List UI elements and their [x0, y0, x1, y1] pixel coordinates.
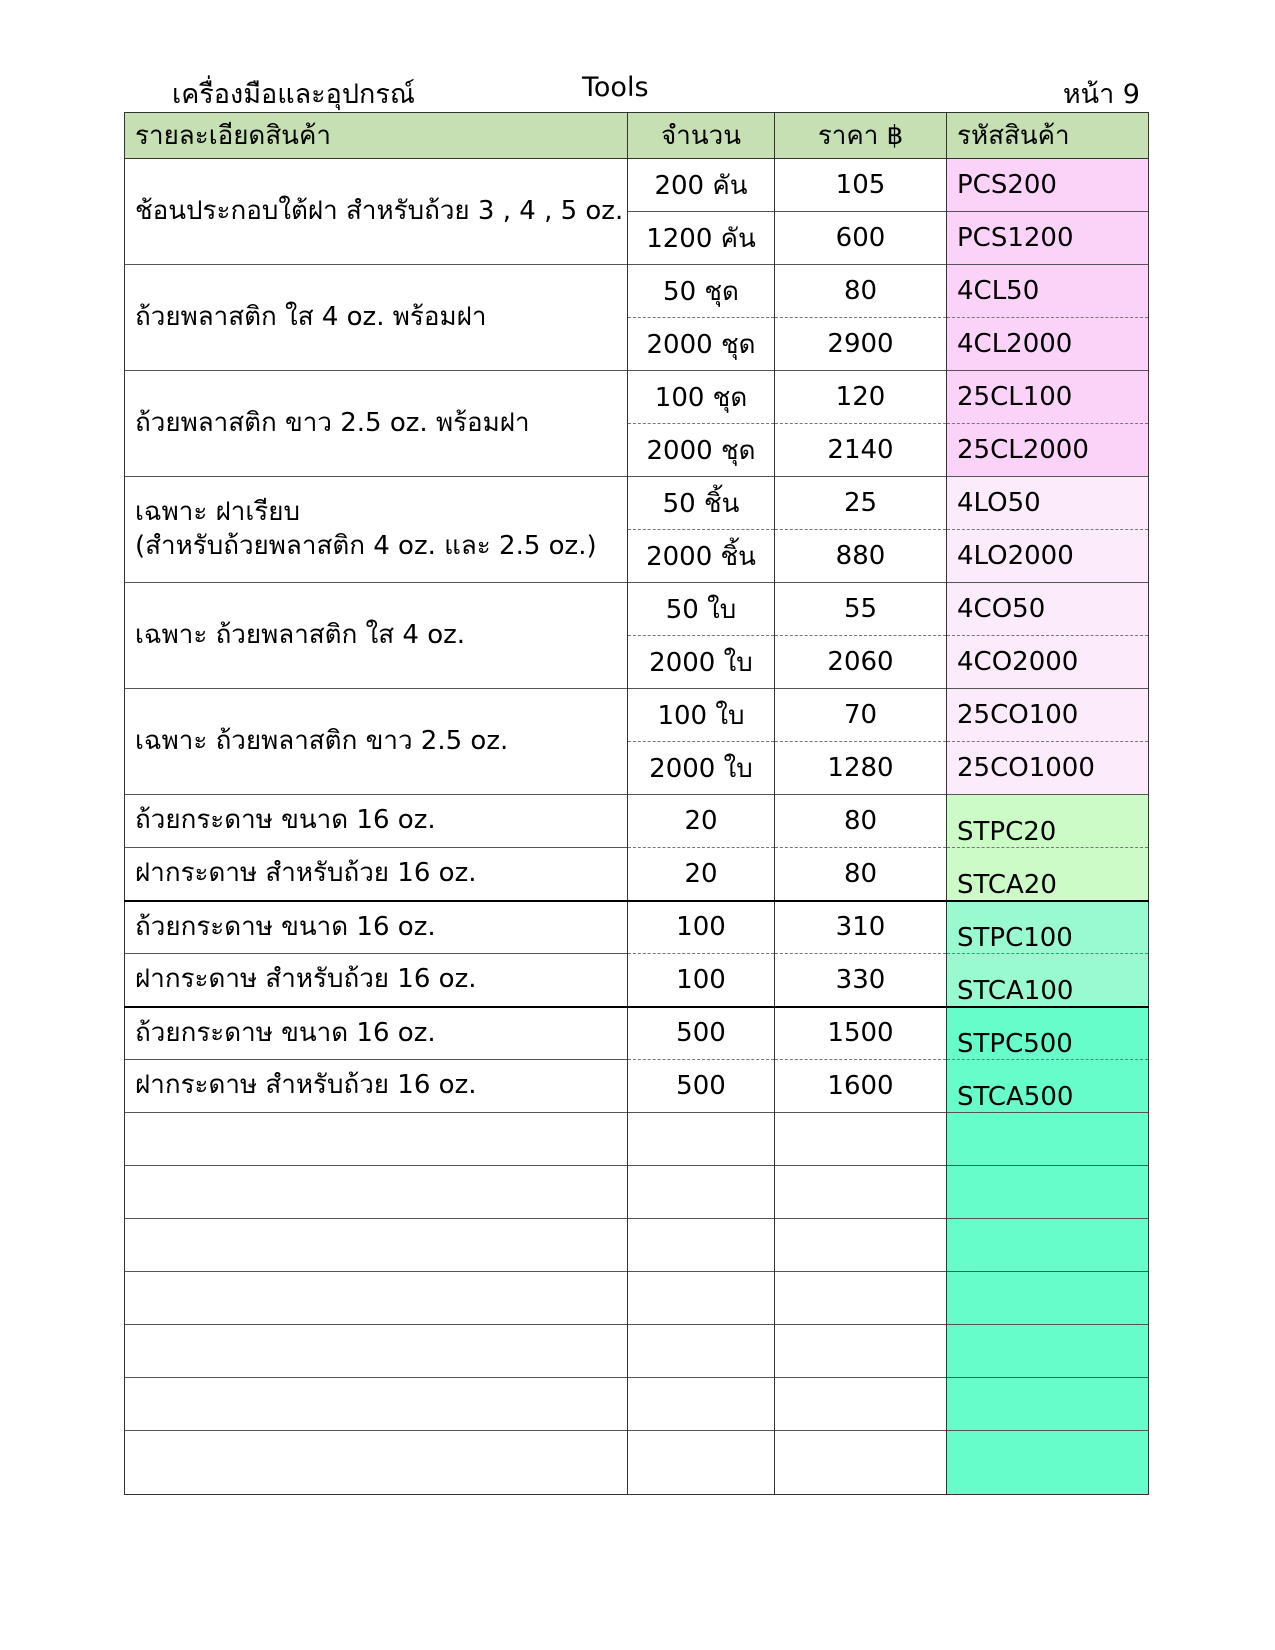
column-header-code: รหัสสินค้า	[947, 113, 1149, 159]
product-description: ถ้วยกระดาษ ขนาด 16 oz.	[125, 795, 628, 848]
section-title: Tools	[582, 72, 649, 103]
empty-cell	[125, 1378, 628, 1431]
product-description: ฝากระดาษ สำหรับถ้วย 16 oz.	[125, 1060, 628, 1113]
empty-cell	[775, 1219, 947, 1272]
empty-row	[125, 1113, 1149, 1166]
product-code-cell: 4CL50	[947, 265, 1149, 318]
quantity-cell: 2000 ชิ้น	[628, 530, 775, 583]
table-row	[125, 371, 1149, 424]
table-row	[125, 159, 1149, 212]
quantity-cell: 2000 ใบ	[628, 636, 775, 689]
product-code-cell: STPC20	[947, 795, 1149, 848]
quantity-cell: 500	[628, 1060, 775, 1113]
product-code-cell: 4CO50	[947, 583, 1149, 636]
empty-cell	[947, 1272, 1149, 1325]
quantity-cell: 100	[628, 954, 775, 1007]
product-code-cell: STPC500	[947, 1007, 1149, 1060]
table-row	[125, 265, 1149, 318]
quantity-cell: 2000 ชุด	[628, 318, 775, 371]
product-code-cell: STCA20	[947, 848, 1149, 901]
table-header-row	[125, 113, 1149, 159]
empty-cell	[125, 1219, 628, 1272]
product-code-cell: 4LO50	[947, 477, 1149, 530]
product-description: เฉพาะ ฝาเรียบ (สำหรับถ้วยพลาสติก 4 oz. และ 2.5 oz.)	[125, 477, 628, 583]
empty-row	[125, 1219, 1149, 1272]
quantity-cell: 2000 ใบ	[628, 742, 775, 795]
quantity-cell: 100 ใบ	[628, 689, 775, 742]
price-cell: 55	[775, 583, 947, 636]
empty-cell	[628, 1166, 775, 1219]
empty-row	[125, 1325, 1149, 1378]
price-cell: 80	[775, 795, 947, 848]
empty-cell	[125, 1272, 628, 1325]
price-cell: 1600	[775, 1060, 947, 1113]
empty-cell	[125, 1325, 628, 1378]
product-description: ช้อนประกอบใต้ฝา สำหรับถ้วย 3 , 4 , 5 oz.	[125, 159, 628, 265]
price-cell: 2900	[775, 318, 947, 371]
empty-cell	[775, 1113, 947, 1166]
quantity-cell: 100 ชุด	[628, 371, 775, 424]
empty-cell	[628, 1378, 775, 1431]
empty-row	[125, 1431, 1149, 1495]
product-description: ฝากระดาษ สำหรับถ้วย 16 oz.	[125, 848, 628, 901]
empty-cell	[775, 1431, 947, 1495]
quantity-cell: 50 ใบ	[628, 583, 775, 636]
product-description: เฉพาะ ถ้วยพลาสติก ขาว 2.5 oz.	[125, 689, 628, 795]
product-code-cell: 4LO2000	[947, 530, 1149, 583]
product-code-cell: 25CO1000	[947, 742, 1149, 795]
price-cell: 80	[775, 848, 947, 901]
product-code-cell: 4CL2000	[947, 318, 1149, 371]
product-description: ถ้วยกระดาษ ขนาด 16 oz.	[125, 901, 628, 954]
price-cell: 70	[775, 689, 947, 742]
empty-cell	[947, 1113, 1149, 1166]
empty-cell	[628, 1113, 775, 1166]
empty-cell	[775, 1378, 947, 1431]
price-table	[124, 112, 1149, 1495]
product-code-cell: 4CO2000	[947, 636, 1149, 689]
quantity-cell: 50 ชิ้น	[628, 477, 775, 530]
product-code-cell: 25CO100	[947, 689, 1149, 742]
price-cell: 80	[775, 265, 947, 318]
quantity-cell: 1200 คัน	[628, 212, 775, 265]
table-row	[125, 848, 1149, 901]
price-cell: 600	[775, 212, 947, 265]
price-cell: 25	[775, 477, 947, 530]
price-cell: 120	[775, 371, 947, 424]
product-description: ถ้วยพลาสติก ใส 4 oz. พร้อมฝา	[125, 265, 628, 371]
empty-cell	[775, 1272, 947, 1325]
price-cell: 330	[775, 954, 947, 1007]
empty-cell	[947, 1166, 1149, 1219]
empty-cell	[628, 1272, 775, 1325]
column-header-price: ราคา ฿	[775, 113, 947, 159]
empty-cell	[125, 1166, 628, 1219]
column-header-description: รายละเอียดสินค้า	[125, 113, 628, 159]
column-header-quantity: จำนวน	[628, 113, 775, 159]
table-row	[125, 795, 1149, 848]
product-code-cell: 25CL2000	[947, 424, 1149, 477]
quantity-cell: 50 ชุด	[628, 265, 775, 318]
price-cell: 105	[775, 159, 947, 212]
empty-cell	[125, 1431, 628, 1495]
empty-cell	[947, 1378, 1149, 1431]
empty-cell	[628, 1431, 775, 1495]
product-code-cell: STCA100	[947, 954, 1149, 1007]
table-row	[125, 477, 1149, 530]
empty-cell	[775, 1325, 947, 1378]
table-row	[125, 954, 1149, 1007]
category-title: เครื่องมือและอุปกรณ์	[172, 79, 415, 110]
table-row	[125, 583, 1149, 636]
product-description: ถ้วยพลาสติก ขาว 2.5 oz. พร้อมฝา	[125, 371, 628, 477]
product-code-cell: PCS1200	[947, 212, 1149, 265]
empty-cell	[125, 1113, 628, 1166]
quantity-cell: 20	[628, 848, 775, 901]
price-cell: 1280	[775, 742, 947, 795]
table-row	[125, 901, 1149, 954]
product-code-cell: 25CL100	[947, 371, 1149, 424]
product-description: ถ้วยกระดาษ ขนาด 16 oz.	[125, 1007, 628, 1060]
price-cell: 1500	[775, 1007, 947, 1060]
page-header	[0, 66, 1275, 112]
price-cell: 2060	[775, 636, 947, 689]
empty-row	[125, 1272, 1149, 1325]
price-cell: 880	[775, 530, 947, 583]
product-description: ฝากระดาษ สำหรับถ้วย 16 oz.	[125, 954, 628, 1007]
empty-row	[125, 1378, 1149, 1431]
empty-cell	[775, 1166, 947, 1219]
table-row	[125, 1007, 1149, 1060]
page-number: หน้า 9	[1062, 79, 1140, 110]
product-code-cell: STCA500	[947, 1060, 1149, 1113]
empty-cell	[947, 1219, 1149, 1272]
quantity-cell: 2000 ชุด	[628, 424, 775, 477]
quantity-cell: 200 คัน	[628, 159, 775, 212]
empty-row	[125, 1166, 1149, 1219]
empty-cell	[628, 1325, 775, 1378]
product-code-cell: PCS200	[947, 159, 1149, 212]
quantity-cell: 500	[628, 1007, 775, 1060]
empty-cell	[947, 1325, 1149, 1378]
price-cell: 310	[775, 901, 947, 954]
table-row	[125, 1060, 1149, 1113]
product-code-cell: STPC100	[947, 901, 1149, 954]
product-description: เฉพาะ ถ้วยพลาสติก ใส 4 oz.	[125, 583, 628, 689]
empty-cell	[947, 1431, 1149, 1495]
quantity-cell: 100	[628, 901, 775, 954]
table-row	[125, 689, 1149, 742]
empty-cell	[628, 1219, 775, 1272]
price-cell: 2140	[775, 424, 947, 477]
quantity-cell: 20	[628, 795, 775, 848]
